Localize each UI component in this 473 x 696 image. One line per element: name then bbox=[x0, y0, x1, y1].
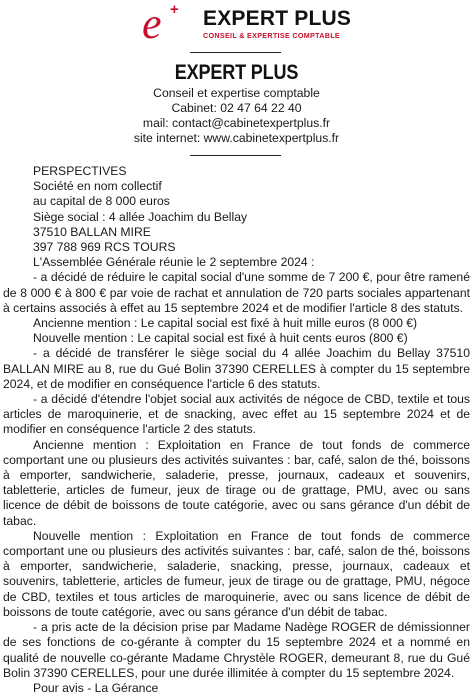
capital-reduction-paragraph: - a décidé de réduire le capital social d'une somme de 7 200 €, pour être ramené de 8 000 € à 800 € par voie de rachat et annulation de 720 parts sociales appartenant à certains associés à effet au 15 septembre 2024 et de modifier l'article 8 des statuts. bbox=[3, 270, 470, 315]
company-city: 37510 BALLAN MIRE bbox=[33, 224, 151, 239]
old-object-mention: Ancienne mention : Exploitation en France de tout fonds de commerce comportant une ou plusieurs des activités suivantes : bar, café, salon de thé, boissons à emporter, sandwicherie, saladerie, presse, journaux, cadeaux et souvenirs, tabletterie, articles de fumeur, jeux de tirage ou de grattage, PMU, avec ou sans licence de débit de boissons de toute catégorie, avec ou sans gérance d'un débit de tabac. bbox=[3, 437, 470, 528]
firm-website: site internet: www.cabinetexpertplus.fr bbox=[133, 131, 340, 145]
firm-phone: Cabinet: 02 47 64 22 40 bbox=[171, 101, 302, 115]
header-divider-bottom bbox=[190, 155, 281, 156]
firm-title: EXPERT PLUS bbox=[174, 61, 299, 84]
assembly-intro: L'Assemblée Générale réunie le 2 septembre 2024 : bbox=[33, 255, 315, 270]
new-object-mention: Nouvelle mention : Exploitation en France de tout fonds de commerce comportant une ou plusieurs des activités suivantes : bar, café, salon de thé, boissons à emporter, sandwicherie, saladerie, snacking, presse, journaux, cadeaux et souvenirs, tabletterie, articles de fumeur, jeux de tirage ou de grattage, PMU, négoce de CBD, textiles et tous articles de maroquinerie, avec ou sans licence de débit de boissons de toute catégorie, avec ou sans gérance d'un débit de tabac. bbox=[3, 528, 470, 619]
company-name: PERSPECTIVES bbox=[33, 164, 127, 178]
expert-plus-logo bbox=[0, 0, 473, 48]
signature-line: Pour avis - La Gérance bbox=[33, 680, 159, 695]
new-capital-mention: Nouvelle mention : Le capital social est fixé à huit cents euros (800 €) bbox=[33, 331, 408, 346]
logo-tagline: CONSEIL & EXPERTISE COMPTABLE bbox=[203, 31, 341, 40]
logo-wordmark: EXPERT PLUS bbox=[203, 7, 352, 30]
object-extension-paragraph: - a décidé d'étendre l'objet social aux activités de négoce de CBD, textile et tous articles de maroquinerie, et de snacking, avec effet au 15 septembre 2024 et de modifier en conséquence l'article 2 des statuts. bbox=[3, 392, 470, 437]
firm-description: Conseil et expertise comptable bbox=[153, 86, 320, 100]
office-transfer-paragraph: - a décidé de transférer le siège social du 4 allée Joachim du Bellay 37510 BALLAN MIRE au 8, rue du Gué Bolin 37390 CERELLES à compter du 15 septembre 2024, et de modifier en conséquence l'article 6 des statuts. bbox=[3, 346, 470, 391]
company-legal-form: Société en nom collectif bbox=[33, 179, 162, 194]
company-registered-office: Siège social : 4 allée Joachim du Bellay bbox=[33, 209, 248, 224]
company-rcs: 397 788 969 RCS TOURS bbox=[33, 240, 176, 255]
firm-email: mail: contact@cabinetexpertplus.fr bbox=[142, 116, 331, 130]
legal-notice bbox=[3, 164, 470, 696]
logo-mark: e bbox=[142, 0, 162, 48]
logo-plus-sign: + bbox=[170, 1, 179, 18]
manager-change-paragraph: - a pris acte de la décision prise par Madame Nadège ROGER de démissionner de ses fonctions de co-gérante à compter du 15 septembre 2024 et a nommé en qualité de nouvelle co-gérante Madame Chrystèle ROGER, demeurant 8, rue du Gué Bolin 37390 CERELLES, pour une durée illimitée à compter du 15 septembre 2024. bbox=[3, 620, 470, 680]
firm-header bbox=[0, 60, 473, 146]
old-capital-mention: Ancienne mention : Le capital social est fixé à huit mille euros (8 000 €) bbox=[33, 316, 418, 331]
header-divider-top bbox=[190, 52, 281, 53]
company-capital: au capital de 8 000 euros bbox=[33, 194, 170, 209]
